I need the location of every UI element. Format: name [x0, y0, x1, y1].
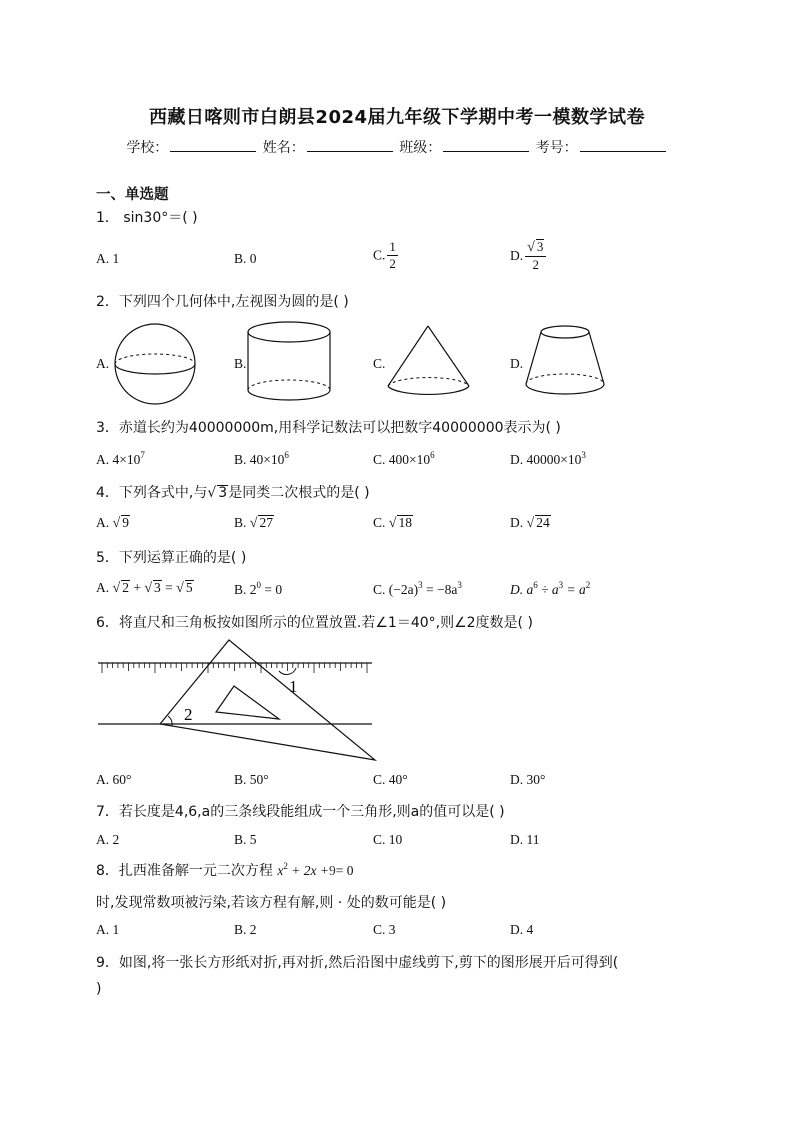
q8-eq-exp: 2 — [283, 861, 288, 871]
q4-stem-post: 是同类二次根式的是( ) — [228, 485, 370, 501]
q1-c-prefix: C. — [373, 247, 386, 263]
q5-a-prefix: A. — [96, 580, 110, 595]
q6-option-d[interactable]: D. 30° — [510, 772, 546, 787]
q5-option-a[interactable]: A. √ 2 + √ 3 = √ 5 — [96, 580, 193, 596]
q5-c-exp: 3 — [418, 580, 423, 590]
q8-option-a[interactable]: A. 1 — [96, 922, 120, 937]
q4-stem-pre: 4．下列各式中,与 — [96, 485, 208, 501]
q8-option-c[interactable]: C. 3 — [373, 922, 396, 937]
q5-c-exp2: 3 — [457, 580, 462, 590]
ruler-ticks — [102, 663, 367, 673]
q7-option-c[interactable]: C. 10 — [373, 832, 403, 847]
q5-a-r3: 5 — [185, 580, 193, 595]
q4-stem: 4．下列各式中,与√ 3是同类二次根式的是( ) — [96, 485, 370, 501]
q1-d-den: 2 — [532, 257, 539, 272]
q5-b-tail: = 0 — [261, 582, 283, 597]
sphere-figure — [110, 322, 200, 406]
q8-eq-x: x — [277, 863, 284, 878]
school-field[interactable] — [170, 139, 256, 152]
q3-stem: 3．赤道长约为40000000m,用科学记数法可以把数字40000000表示为( ) — [96, 420, 561, 436]
q6-stem: 6．将直尺和三角板按如图所示的位置放置.若∠1＝40°,则∠2度数是( ) — [96, 615, 533, 631]
q8-eq-rest: + 2x + — [287, 863, 329, 878]
student-info-row — [0, 137, 794, 157]
q5-a-plus: + — [133, 580, 141, 595]
q5-d-exp: 6 — [533, 580, 538, 590]
q1-c-den: 2 — [389, 256, 396, 271]
q1-d-prefix: D. — [510, 248, 524, 263]
q1-d-num: √ 3 — [525, 239, 546, 257]
q3-option-a[interactable] — [96, 450, 145, 468]
q5-d-text: D. a — [510, 582, 534, 597]
q5-b-exp: 0 — [256, 580, 262, 590]
q2-option-d[interactable]: D. — [510, 356, 524, 371]
stained-constant — [329, 863, 336, 879]
q1-option-b[interactable]: B. 0 — [234, 251, 257, 266]
q1-option-c[interactable] — [373, 239, 398, 272]
q9-stem-cont: ) — [96, 981, 102, 997]
q1-option-d[interactable] — [510, 239, 546, 273]
q3-c-base: C. 400×10 — [373, 452, 431, 467]
cone-figure — [386, 324, 476, 404]
large-triangle — [160, 640, 375, 760]
q5-a-eq: = — [165, 580, 173, 595]
q5-a-r2: 3 — [154, 580, 161, 595]
q4-option-d[interactable]: D. √ 24 — [510, 515, 550, 531]
q8-option-d[interactable]: D. 4 — [510, 922, 534, 937]
q1-c-num: 1 — [389, 239, 396, 254]
q1-d-fraction — [525, 239, 546, 273]
q1-option-a[interactable]: A. 1 — [96, 251, 120, 266]
q7-option-b[interactable]: B. 5 — [234, 832, 257, 847]
q7-option-a[interactable]: A. 2 — [96, 832, 120, 847]
q4-d-radicand: 24 — [536, 515, 550, 530]
q5-option-d[interactable] — [510, 580, 590, 598]
q5-b-text: B. 2 — [234, 582, 257, 597]
q6-option-c[interactable]: C. 40° — [373, 772, 408, 787]
q3-option-b[interactable] — [234, 450, 289, 468]
class-label: 班级： — [399, 140, 442, 156]
q4-c-radicand: 18 — [398, 515, 412, 530]
class-field[interactable] — [443, 139, 529, 152]
q3-a-base: A. 4×10 — [96, 452, 141, 467]
q5-d-mid: ÷ a — [537, 582, 559, 597]
ruler-triangle-figure — [96, 636, 381, 766]
q2-stem: 2．下列四个几何体中,左视图为圆的是( ) — [96, 294, 349, 310]
angle2-label: 2 — [184, 705, 193, 724]
school-label: 学校： — [126, 140, 169, 156]
q3-b-exp: 6 — [284, 450, 289, 460]
number-field[interactable] — [580, 139, 666, 152]
q2-option-b[interactable]: B. — [234, 356, 247, 371]
q5-option-c[interactable] — [373, 580, 462, 598]
inner-triangle — [216, 686, 279, 719]
q3-option-c[interactable] — [373, 450, 435, 468]
q5-c-text: C. (−2a) — [373, 582, 419, 597]
q5-c-mid: = −8a — [422, 582, 458, 597]
number-label: 考号： — [535, 140, 578, 156]
q5-a-r1: 2 — [122, 580, 129, 595]
q4-option-b[interactable]: B. √ 27 — [234, 515, 273, 531]
q5-d-exp3: 2 — [585, 580, 591, 590]
q4-a-prefix: A. — [96, 515, 110, 530]
frustum-figure — [524, 324, 614, 404]
q6-option-a[interactable]: A. 60° — [96, 772, 132, 787]
q3-d-exp: 3 — [581, 450, 586, 460]
q4-d-prefix: D. — [510, 515, 524, 530]
q4-option-c[interactable]: C. √ 18 — [373, 515, 412, 531]
angle1-label: 1 — [289, 677, 298, 696]
q4-c-prefix: C. — [373, 515, 386, 530]
page-title: 西藏日喀则市白朗县2024届九年级下学期中考一模数学试卷 — [148, 107, 646, 128]
q4-stem-radicand: 3 — [218, 485, 228, 501]
q7-stem: 7．若长度是4,6,a的三条线段能组成一个三角形,则a的值可以是( ) — [96, 804, 505, 820]
section-title: 一、单选题 — [96, 187, 169, 203]
name-field[interactable] — [307, 139, 393, 152]
q1-stem: 1． sin30°＝( ) — [96, 210, 198, 226]
q4-b-prefix: B. — [234, 515, 247, 530]
q4-a-radicand: 9 — [122, 515, 129, 530]
q3-a-exp: 7 — [140, 450, 145, 460]
q9-stem: 9．如图,将一张长方形纸对折,再对折,然后沿图中虚线剪下,剪下的图形展开后可得到( — [96, 955, 619, 971]
q2-option-a[interactable]: A. — [96, 356, 110, 371]
q3-b-base: B. 40×10 — [234, 452, 285, 467]
q1-d-radicand: 3 — [536, 239, 544, 254]
q4-b-radicand: 27 — [259, 515, 273, 530]
q8-stem — [96, 860, 353, 880]
cylinder-figure — [246, 320, 336, 404]
q5-option-b[interactable] — [234, 580, 282, 598]
q7-option-d[interactable]: D. 11 — [510, 832, 540, 847]
q3-d-base: D. 40000×10 — [510, 452, 582, 467]
q5-d-exp2: 3 — [558, 580, 564, 590]
q3-c-exp: 6 — [430, 450, 435, 460]
q5-stem: 5．下列运算正确的是( ) — [96, 550, 247, 566]
q8-eq-end: = 0 — [335, 863, 354, 878]
q1-c-fraction — [387, 239, 398, 272]
q8-option-b[interactable]: B. 2 — [234, 922, 257, 937]
name-label: 姓名： — [262, 140, 305, 156]
q5-d-mid2: = a — [563, 582, 586, 597]
q4-option-a[interactable]: A. √ 9 — [96, 515, 129, 531]
q8-stem-line2: 时,发现常数项被污染,若该方程有解,则 · 处的数可能是( ) — [96, 895, 447, 911]
q3-option-d[interactable] — [510, 450, 586, 468]
q2-option-c[interactable]: C. — [373, 356, 386, 371]
q8-stem-pre: 8．扎西准备解一元二次方程 — [96, 863, 273, 879]
q6-option-b[interactable]: B. 50° — [234, 772, 269, 787]
q8-eq-stain: 9 — [328, 863, 336, 878]
